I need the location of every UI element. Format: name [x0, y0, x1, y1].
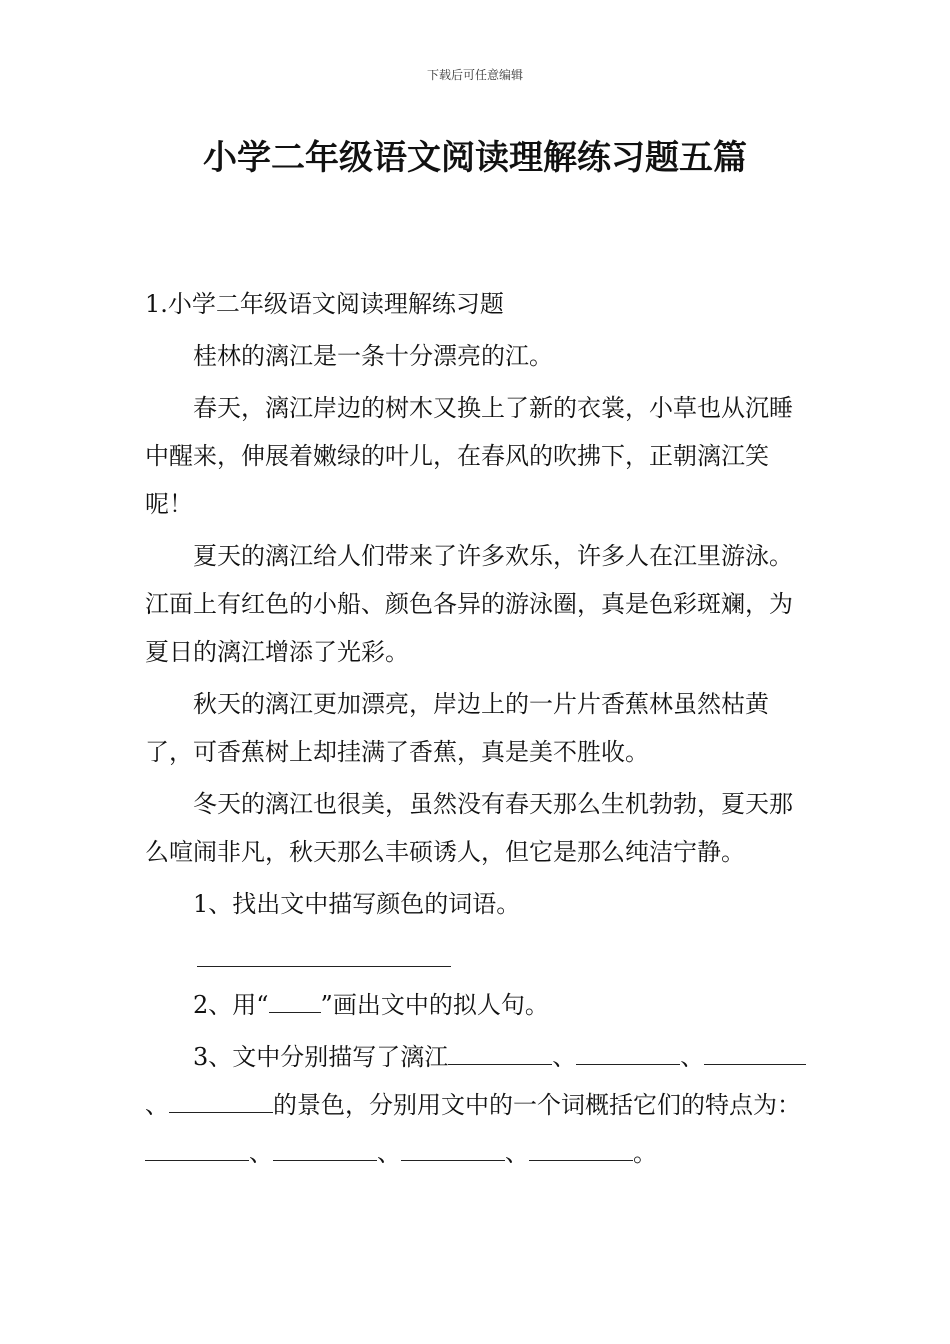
q3-separator: 、	[680, 1043, 705, 1071]
blank-q3-6	[273, 1138, 377, 1161]
question-3-end: 。	[633, 1139, 657, 1167]
paragraph-intro: 桂林的漓江是一条十分漂亮的江。	[193, 342, 553, 370]
q3-separator: 、	[505, 1139, 529, 1167]
paragraph-winter: 冬天的漓江也很美，虽然没有春天那么生机勃勃，夏天那么喧闹非凡，秋天那么丰硕诱人，但它是那么纯洁宁静。	[145, 790, 793, 866]
section-heading: 1.小学二年级语文阅读理解练习题	[145, 290, 504, 318]
question-3	[145, 1033, 807, 1177]
paragraph-autumn: 秋天的漓江更加漂亮，岸边上的一片片香蕉林虽然枯黄了，可香蕉树上却挂满了香蕉，真是美不胜收。	[145, 690, 769, 766]
question-1: 1、找出文中描写颜色的词语。	[193, 890, 521, 918]
blank-q3-3b	[780, 1042, 806, 1065]
blank-q3-7	[401, 1138, 505, 1161]
answer-line-q1	[197, 942, 451, 967]
blank-q3-3a	[704, 1042, 780, 1065]
blank-q3-2	[576, 1042, 680, 1065]
question-3-part1: 3、文中分别描写了漓江	[193, 1043, 449, 1071]
blank-q2	[269, 990, 321, 1013]
document-body	[145, 280, 807, 1181]
blank-q3-4	[169, 1090, 273, 1113]
q3-separator: 、	[145, 1091, 169, 1119]
blank-q3-5	[145, 1138, 249, 1161]
question-2	[145, 981, 807, 1029]
blank-q3-1	[448, 1042, 552, 1065]
q3-separator: 、	[377, 1139, 401, 1167]
document-title: 小学二年级语文阅读理解练习题五篇	[203, 138, 747, 178]
q3-separator: 、	[249, 1139, 273, 1167]
question-2-before: 2、用“	[193, 991, 269, 1019]
blank-q3-8	[529, 1138, 633, 1161]
question-2-after: ”画出文中的拟人句。	[320, 991, 549, 1019]
paragraph-summer: 夏天的漓江给人们带来了许多欢乐，许多人在江里游泳。江面上有红色的小船、颜色各异的游泳圈，真是色彩斑斓，为夏日的漓江增添了光彩。	[145, 542, 793, 666]
q3-separator: 、	[552, 1043, 577, 1071]
header-note: 下载后可任意编辑	[426, 68, 523, 82]
paragraph-spring: 春天，漓江岸边的树木又换上了新的衣裳，小草也从沉睡中醒来，伸展着嫩绿的叶儿，在春风的吹拂下，正朝漓江笑呢！	[145, 394, 793, 518]
question-3-part2: 的景色，分别用文中的一个词概括它们的特点为：	[273, 1091, 801, 1119]
